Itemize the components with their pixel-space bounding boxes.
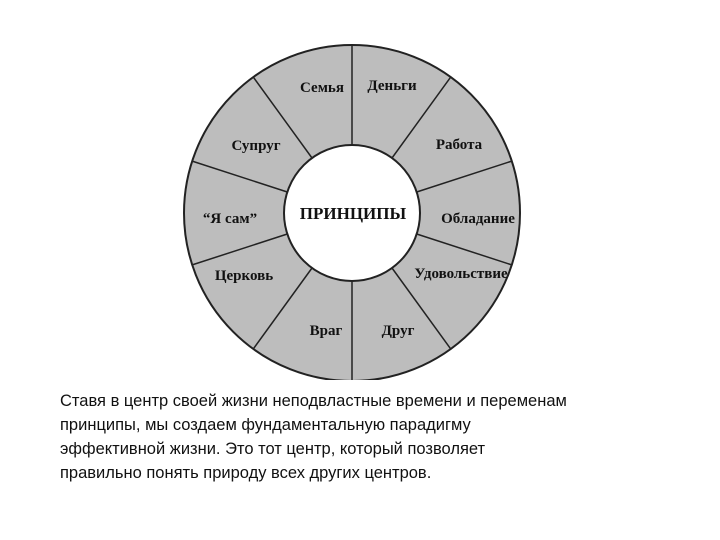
segment-label-church: Церковь	[214, 268, 274, 284]
segment-label-work: Работа	[435, 137, 483, 153]
segment-label-possession: Обладание	[441, 211, 515, 227]
caption	[60, 389, 680, 485]
segment-label-spouse: Супруг	[231, 138, 281, 154]
segment-label-family: Семья	[300, 80, 344, 96]
caption-line: эффективной жизни. Это тот центр, который позволяет	[60, 440, 486, 458]
segment-label-pleasure: Удовольствие	[414, 266, 508, 282]
center-label: ПРИНЦИПЫ	[299, 204, 407, 223]
segment-label-money: Деньги	[367, 78, 417, 94]
segment-label-enemy: Враг	[309, 323, 343, 339]
caption-line: Ставя в центр своей жизни неподвластные времени и переменам	[60, 392, 567, 410]
caption-line: принципы, мы создаем фундаментальную парадигму	[60, 416, 471, 434]
segment-label-self: “Я сам”	[202, 211, 258, 227]
segment-label-friend: Друг	[381, 323, 415, 339]
caption-line: правильно понять природу всех других центров.	[60, 464, 432, 482]
